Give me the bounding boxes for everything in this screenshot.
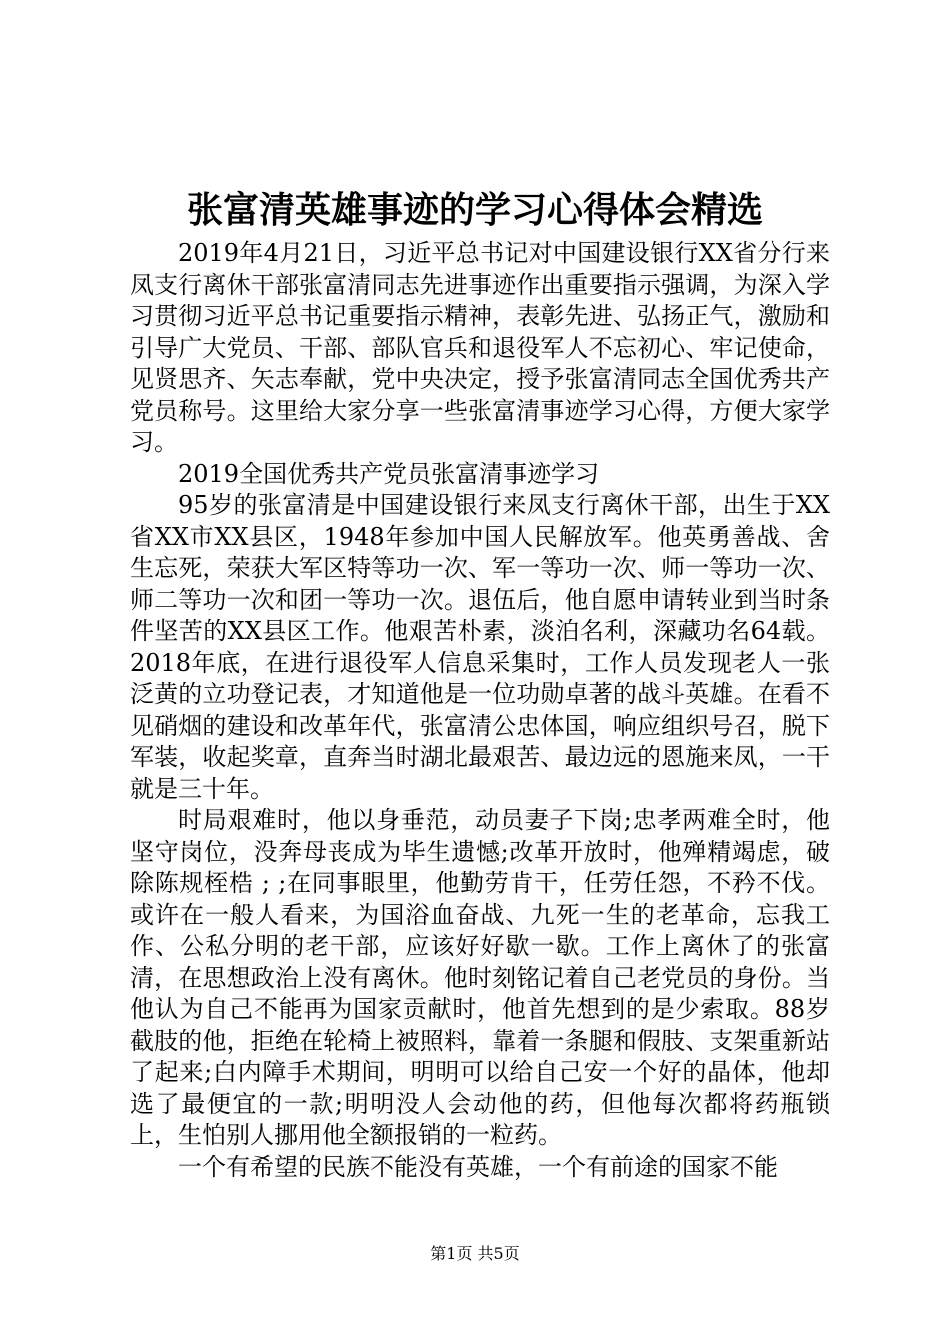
paragraph-closing: 一个有希望的民族不能没有英雄，一个有前途的国家不能 bbox=[178, 1152, 778, 1181]
paragraph-biography: 95岁的张富清是中国建设银行来凤支行离休干部，出生于XX省XX市XX县区，1948年参加中国人民解放军。他英勇善战、舍生忘死，荣获大军区特等功一次、军一等功一次、师一等功一次、师二等功一次和团一等功一次。退伍后，他自愿申请转业到当时条件坚苦的XX县区工作。他艰苦朴素，淡泊名利，深藏功名64载。2018年底，在进行退役军人信息采集时，工作人员发现老人一张泛黄的立功登记表，才知道他是一位功勋卓著的战斗英雄。在看不见硝烟的建设和改革年代，张富清公忠体国，响应组织号召，脱下军装，收起奖章，直奔当时湖北最艰苦、最边远的恩施来凤，一干就是三十年。 bbox=[130, 491, 830, 803]
paragraph-deeds: 时局艰难时，他以身垂范，动员妻子下岗;忠孝两难全时，他坚守岗位，没奔母丧成为毕生遗憾;改革开放时，他殚精竭虑，破除陈规桎梏 ; ;在同事眼里，他勤劳肯干，任劳任怨，不矜不伐。或许在一般人看来，为国浴血奋战、九死一生的老革命，忘我工作、公私分明的老干部，应该好好歇一歇。工作上离休了的张富清，在思想政治上没有离休。他时刻铭记着自己老党员的身份。当他认为自己不能再为国家贡献时，他首先想到的是少索取。88岁截肢的他，拒绝在轮椅上被照料，靠着一条腿和假肢、支架重新站了起来;白内障手术期间，明明可以给自己安一个好的晶体，他却选了最便宜的一款;明明没人会动他的药，但他每次都将药瓶锁上，生怕别人挪用他全额报销的一粒药。 bbox=[130, 806, 830, 1149]
page-footer: 第1页 共5页 bbox=[430, 1244, 520, 1263]
document-body bbox=[130, 238, 830, 1183]
paragraph-subheading: 2019全国优秀共产党员张富清事迹学习 bbox=[178, 459, 600, 488]
paragraph-intro: 2019年4月21日，习近平总书记对中国建设银行XX省分行来凤支行离休干部张富清同志先进事迹作出重要指示强调，为深入学习贯彻习近平总书记重要指示精神，表彰先进、弘扬正气，激励和引导广大党员、干部、部队官兵和退役军人不忘初心、牢记使命，见贤思齐、矢志奉献，党中央决定，授予张富清同志全国优秀共产党员称号。这里给大家分享一些张富清事迹学习心得，方便大家学习。 bbox=[130, 239, 830, 456]
document-title: 张富清英雄事迹的学习心得体会精选 bbox=[186, 189, 763, 231]
